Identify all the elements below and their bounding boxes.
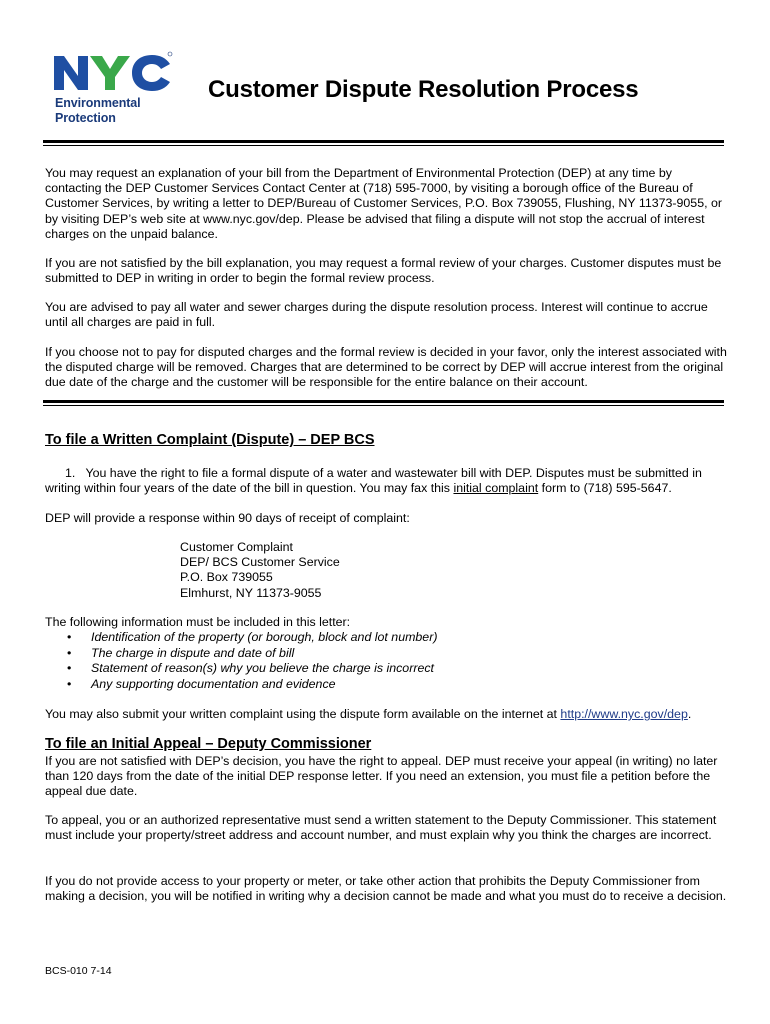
appeal-paragraph-3: If you do not provide access to your property or meter, or take other action that prohibits the Deputy Commissioner from making a decision, you will be notified in writing why a decision cannot be made and what you must do to receive a decision. [45, 874, 727, 904]
appeal-paragraph-1: If you are not satisfied with DEP’s decision, you have the right to appeal. DEP must receive your appeal (in writing) no later than 120 days from the date of the initial DEP response letter. If you need an extension, you must file a petition before the appeal due date. [45, 754, 718, 799]
initial-appeal-heading: To file an Initial Appeal – Deputy Commissioner [45, 736, 372, 752]
intro-paragraph-3: You are advised to pay all water and sewer charges during the dispute resolution process. Interest will continue to accrue until all charges are paid in full. [45, 300, 708, 330]
complaint-item-1 [45, 466, 727, 496]
intro-paragraph-4: If you choose not to pay for disputed charges and the formal review is decided in your favor, only the interest associated with the disputed charge will be removed. Charges that are determined to be correct by DEP will accrue interest from the original due date of the charge and the customer will be responsible for the entire balance on their account. [45, 345, 727, 390]
online-dispute-text: You may also submit your written complaint using the dispute form available on the internet at [45, 707, 557, 721]
dep-website-link[interactable]: http://www.nyc.gov/dep [560, 707, 688, 721]
info-required-intro: The following information must be included in this letter: [45, 615, 351, 629]
mailing-address [180, 540, 340, 601]
list-item: • Any supporting documentation and evidence [65, 677, 437, 693]
logo-line-environmental: Environmental [55, 96, 141, 110]
header-divider [43, 140, 724, 146]
appeal-paragraph-2: To appeal, you or an authorized representative must send a written statement to the Deputy Commissioner. This statement must include your property/street address and account number, and must explain why you think the charges are incorrect. [45, 813, 717, 843]
logo-line-protection: Protection [55, 111, 116, 125]
list-item: • Statement of reason(s) why you believe the charge is incorrect [65, 661, 437, 677]
complaint-item-text: You have the right to file a formal dispute of a water and wastewater bill with DEP. Disputes must be submitted in writing within four years of the date of the bill in question. You may fax this [45, 466, 702, 496]
online-dispute-end: . [687, 707, 692, 721]
nyc-logo-mark-icon [52, 50, 174, 94]
written-complaint-heading: To file a Written Complaint (Dispute) – DEP BCS [45, 432, 375, 448]
logo-text [55, 96, 141, 126]
complaint-item-number: 1. [65, 466, 76, 480]
section-divider [43, 400, 724, 406]
list-item: • Identification of the property (or borough, block and lot number) [65, 630, 437, 646]
form-code: BCS-010 7-14 [45, 965, 112, 977]
address-line: Customer Complaint [180, 540, 293, 554]
page-title: Customer Dispute Resolution Process [208, 76, 639, 103]
online-dispute-paragraph [45, 707, 727, 722]
complaint-item-tail: form to (718) 595-5647. [541, 481, 672, 496]
address-line: DEP/ BCS Customer Service [180, 555, 340, 570]
address-line: P.O. Box 739055 [180, 570, 273, 585]
initial-complaint-link[interactable]: initial complaint [453, 481, 539, 496]
required-info-list [65, 630, 437, 692]
list-item: • The charge in dispute and date of bill [65, 646, 437, 662]
response-paragraph: DEP will provide a response within 90 days of receipt of complaint: [45, 511, 410, 525]
intro-paragraph-2: If you are not satisfied by the bill explanation, you may request a formal review of your charges. Customer disputes must be submitted to DEP in writing in order to begin the formal review process. [45, 256, 722, 286]
address-line: Elmhurst, NY 11373-9055 [180, 585, 322, 600]
nyc-dep-logo [52, 50, 177, 128]
intro-paragraph-1: You may request an explanation of your bill from the Department of Environmental Protection (DEP) at any time by contacting the DEP Customer Services Contact Center at (718) 595-7000, by visiting a borough office of the Bureau of Customer Services, by writing a letter to DEP/Bureau of Customer Services, P.O. Box 739055, Flushing, NY 11373-9055, or by visiting DEP’s web site at www.nyc.gov/dep. Please be advised that filing a dispute will not stop the accrual of interest charges on the unpaid balance. [45, 166, 722, 241]
